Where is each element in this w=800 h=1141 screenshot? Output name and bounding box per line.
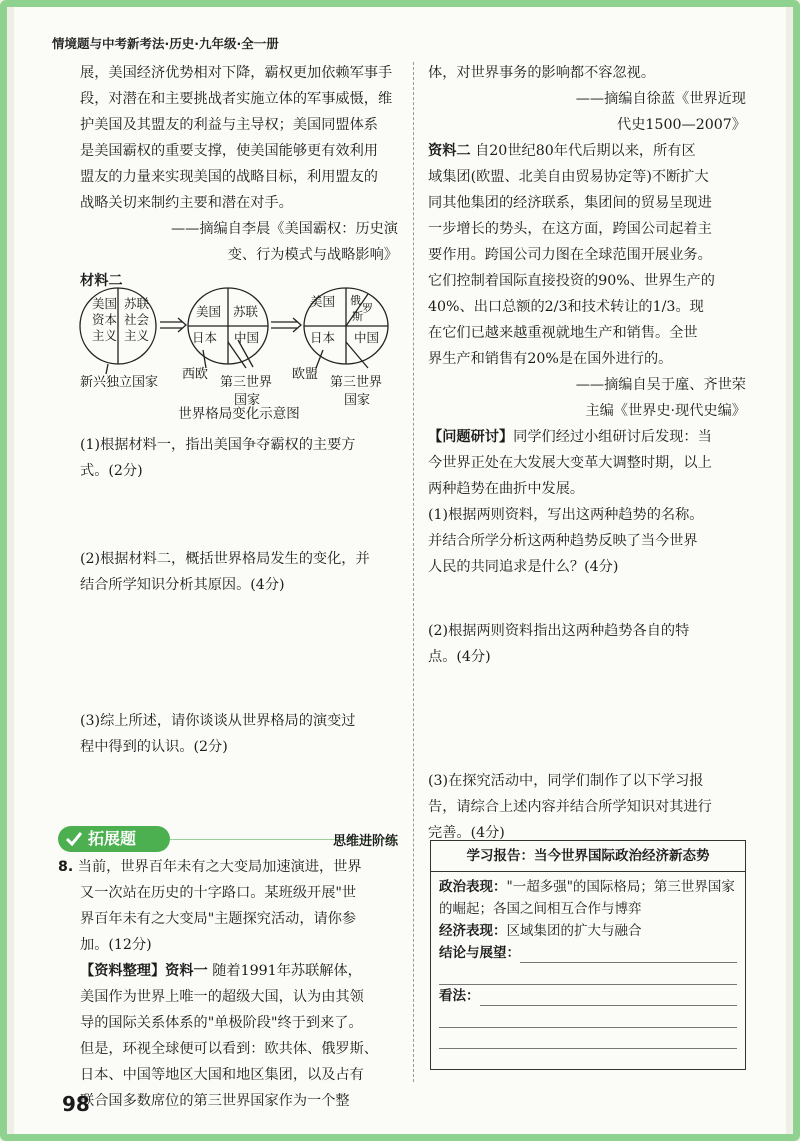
text-line: 一步增长的势头，在这方面，跨国公司起着主	[428, 221, 712, 237]
extension-pill	[58, 826, 170, 852]
left-question-1	[80, 432, 398, 484]
question-text: 日本、中国等地区大国和地区集团，以及占有	[80, 1067, 364, 1083]
diagram-caption: 世界格局变化示意图	[178, 406, 300, 422]
svg-text:罗: 罗	[362, 302, 373, 315]
question-text: 随着1991年苏联解体，	[212, 963, 362, 979]
svg-text:日本: 日本	[192, 330, 218, 345]
report-title: 学习报告：当今世界国际政治经济新态势	[431, 841, 745, 872]
right-question-3	[428, 768, 746, 846]
svg-text:中国: 中国	[234, 330, 260, 345]
question-text: (3)在探究活动中，同学们制作了以下学习报	[428, 773, 704, 789]
svg-text:斯: 斯	[352, 310, 363, 323]
svg-text:美国: 美国	[196, 304, 222, 319]
source-citation: 代史1500—2007》	[617, 117, 746, 133]
extension-banner	[58, 826, 398, 854]
extension-label: 拓展题	[88, 829, 137, 848]
conclusion-label: 结论与展望：	[439, 945, 520, 961]
text-line: 段，对潜在和主要挑战者实施立体的军事威慑，维	[80, 91, 393, 107]
text-line: 同其他集团的经济联系，集团间的贸易呈现进	[428, 195, 712, 211]
svg-text:主义: 主义	[124, 328, 150, 343]
question-text: 但是，环视全球便可以看到：欧共体、俄罗斯、	[80, 1041, 378, 1057]
svg-text:主义: 主义	[92, 328, 118, 343]
question-text: (2)根据两则资料指出这两种趋势各自的特	[428, 623, 690, 639]
svg-text:国家: 国家	[344, 393, 371, 408]
left-question-3	[80, 708, 398, 760]
source-citation: ——摘编自吴于廑、齐世荣	[575, 377, 746, 393]
source-citation: ——摘编自李晨《美国霸权：历史演	[170, 221, 398, 237]
question-text: 美国作为世界上唯一的超级大国，认为由其领	[80, 989, 364, 1005]
text-line: 护美国及其盟友的利益与主导权；美国同盟体系	[80, 117, 378, 133]
right-column-top	[428, 60, 746, 580]
text-line: 今世界正处在大发展大变革大调整时期，以上	[428, 455, 712, 471]
question-8	[58, 854, 400, 1114]
text-line: 在它们已越来越重视就地生产和销售。全世	[428, 325, 698, 341]
svg-text:资本: 资本	[92, 312, 118, 327]
question-text: 并结合所学分析这两种趋势反映了当今世界	[428, 533, 698, 549]
question-text: 又一次站在历史的十字路口。某班级开展"世	[80, 885, 357, 901]
svg-text:第三世界: 第三世界	[220, 375, 273, 390]
svg-text:俄: 俄	[350, 294, 361, 307]
label-new-independent: 新兴独立国家	[80, 375, 159, 390]
svg-text:国家: 国家	[234, 393, 261, 408]
left-column-top	[80, 60, 398, 294]
source-citation: 变、行为模式与战略影响》	[227, 247, 398, 263]
politics-text: "一超多强"的国际格局；第三世界国家的崛起；各国之间相互合作与博弈	[439, 879, 735, 917]
svg-text:第三世界: 第三世界	[330, 375, 383, 390]
text-line: 盟友的力量来实现美国的战略目标，利用盟友的	[80, 169, 378, 185]
conclusion-blank[interactable]	[520, 942, 737, 963]
column-divider	[413, 62, 415, 1082]
study-label: 【问题研讨】	[428, 429, 514, 445]
right-question-2	[428, 618, 746, 670]
question-number: 8.	[58, 859, 74, 875]
text-line: 它们控制着国际直接投资的90%、世界生产的	[428, 273, 715, 289]
question-text: (1)根据两则资料，写出这两种趋势的名称。	[428, 507, 704, 523]
text-line: 展，美国经济优势相对下降，霸权更加依赖军事手	[80, 65, 393, 81]
running-header: 情境题与中考新考法·历史·九年级·全一册	[52, 36, 279, 51]
economy-label: 经济表现：	[439, 923, 507, 939]
text-line: 同学们经过小组研讨后发现：当	[513, 429, 712, 445]
question-text: 联合国多数席位的第三世界国家作为一个整	[80, 1093, 350, 1109]
text-line: 战略关切来制约主要和潜在对手。	[80, 195, 293, 211]
question-text: 界百年未有之大变局"主题探究活动，请你参	[80, 911, 357, 927]
extension-subtitle: 思维进阶练	[332, 834, 398, 849]
world-pattern-diagram	[78, 282, 403, 422]
view-blank[interactable]	[480, 985, 738, 1006]
check-icon	[64, 829, 84, 849]
text-line: 界生产和销售有20%是在国外进行的。	[428, 351, 673, 367]
politics-label: 政治表现：	[439, 879, 507, 895]
source-citation: ——摘编自徐蓝《世界近现	[575, 91, 746, 107]
question-text: 当前，世界百年未有之大变局加速演进，世界	[77, 859, 362, 875]
question-text: 程中得到的认识。(2分)	[80, 739, 228, 755]
text-line: 40%、出口总额的2/3和技术转让的1/3。现	[428, 299, 704, 315]
svg-text:苏联: 苏联	[233, 304, 259, 319]
label-ussr-socialism: 苏联	[124, 296, 150, 311]
question-text: 式。(2分)	[80, 463, 143, 479]
left-question-2	[80, 546, 398, 598]
answer-blank[interactable]	[439, 964, 737, 985]
answer-blank[interactable]	[439, 1007, 737, 1028]
resource-two-label: 资料二	[428, 143, 471, 159]
view-label: 看法：	[439, 988, 480, 1004]
text-line: 域集团(欧盟、北美自由贸易协定等)不断扩大	[428, 169, 709, 185]
svg-text:中国: 中国	[354, 330, 380, 345]
label-west-europe: 西欧	[182, 367, 209, 382]
material-two-label: 材料二	[80, 273, 123, 289]
page-number: 98	[62, 1092, 90, 1116]
resource-one-label: 【资料整理】资料一	[80, 963, 208, 979]
question-text: 加。(12分)	[80, 937, 152, 953]
economy-text: 区域集团的扩大与融合	[506, 923, 642, 939]
source-citation: 主编《世界史·现代史编》	[585, 403, 746, 419]
question-text: 导的国际关系体系的"单极阶段"终于到来了。	[80, 1015, 363, 1031]
study-report-box	[430, 840, 746, 1070]
question-text: 结合所学知识分析其原因。(4分)	[80, 577, 285, 593]
label-eu: 欧盟	[292, 367, 319, 382]
svg-text:日本: 日本	[310, 330, 336, 345]
question-text: 告，请综合上述内容并结合所学知识对其进行	[428, 799, 712, 815]
svg-text:社会: 社会	[124, 312, 150, 327]
answer-blank[interactable]	[439, 1028, 737, 1049]
question-text: (2)根据材料二，概括世界格局发生的变化，并	[80, 551, 370, 567]
svg-text:美国: 美国	[310, 294, 336, 309]
question-text: 点。(4分)	[428, 649, 491, 665]
question-text: (3)综上所述，请你谈谈从世界格局的演变过	[80, 713, 356, 729]
question-text: 人民的共同追求是什么？(4分)	[428, 559, 619, 575]
text-line: 是美国霸权的重要支撑，使美国能够更有效利用	[80, 143, 378, 159]
question-text: 完善。(4分)	[428, 825, 505, 841]
label-us-capitalism: 美国	[92, 296, 118, 311]
text-line: 要作用。跨国公司力图在全球范围开展业务。	[428, 247, 712, 263]
text-line: 两种趋势在曲折中发展。	[428, 481, 585, 497]
question-text: (1)根据材料一，指出美国争夺霸权的主要方	[80, 437, 356, 453]
text-line: 自20世纪80年代后期以来，所有区	[475, 143, 696, 159]
text-line: 体，对世界事务的影响都不容忽视。	[428, 65, 656, 81]
